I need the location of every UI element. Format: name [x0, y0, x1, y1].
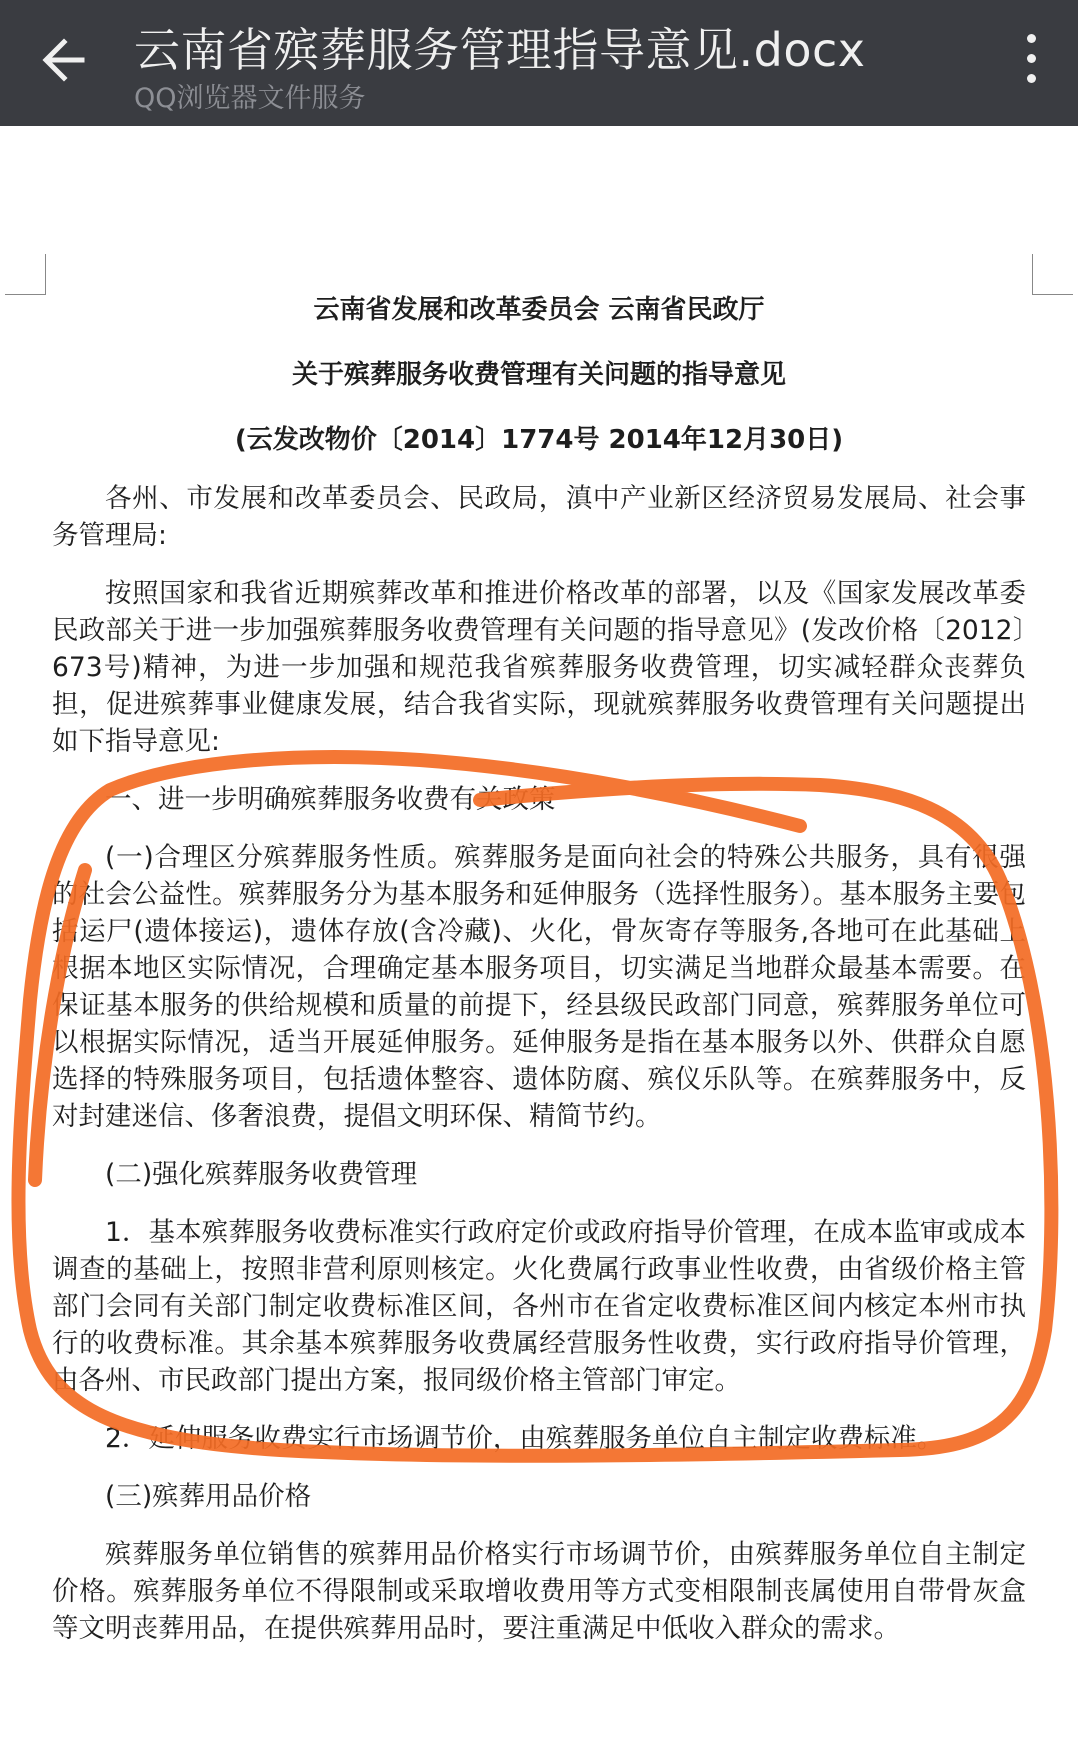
page-margin-mark-left [5, 254, 46, 295]
subsection-heading-2: (二)强化殡葬服务收费管理 [105, 1159, 418, 1190]
paragraph-extended-fee: 2．延伸服务收费实行市场调节价，由殡葬服务单位自主制定收费标准。 [105, 1423, 944, 1454]
paragraph-basic-fee: 1．基本殡葬服务收费标准实行政府定价或政府指导价管理，在成本监审或成本调查的基础上，按照非营利原则核定。火化费属行政事业性收费，由省级价格主管部门会同有关部门制定收费标准区间，各州市在省定收费标准区间内核定本州市执行的收费标准。其余基本殡葬服务收费属经营服务性收费，实行政府指导价管理，由各州、市民政部门提出方案，报同级价格主管部门审定。 [52, 1217, 1026, 1396]
document-body [52, 292, 1026, 1647]
subsection-heading-3: (三)殡葬用品价格 [105, 1481, 312, 1512]
paragraph-supplies-price: 殡葬服务单位销售的殡葬用品价格实行市场调节价，由殡葬服务单位自主制定价格。殡葬服务单位不得限制或采取增收费用等方式变相限制丧属使用自带骨灰盒等文明丧葬用品，在提供殡葬用品时，要注重满足中低收入群众的需求。 [52, 1539, 1026, 1644]
more-options-button[interactable] [1016, 30, 1046, 94]
document-heading-number: (云发改物价〔2014〕1774号 2014年12月30日) [234, 425, 844, 455]
document-heading-title: 关于殡葬服务收费管理有关问题的指导意见 [291, 360, 786, 390]
paragraph-service-nature: (一)合理区分殡葬服务性质。殡葬服务是面向社会的特殊公共服务，具有很强的社会公益性。殡葬服务分为基本服务和延伸服务（选择性服务）。基本服务主要包括运尸(遗体接运)，遗体存放(含冷藏)、火化，骨灰寄存等服务,各地可在此基础上根据本地区实际情况，合理确定基本服务项目，切实满足当地群众最基本需要。在保证基本服务的供给规模和质量的前提下，经县级民政部门同意，殡葬服务单位可以根据实际情况，适当开展延伸服务。延伸服务是指在基本服务以外、供群众自愿选择的特殊服务项目，包括遗体整容、遗体防腐、殡仪乐队等。在殡葬服务中，反对封建迷信、侈奢浪费，提倡文明环保、精简节约。 [52, 842, 1026, 1132]
document-page[interactable] [0, 126, 1078, 1764]
document-heading-issuer: 云南省发展和改革委员会 云南省民政厅 [313, 295, 765, 325]
document-title: 云南省殡葬服务管理指导意见.docx [134, 23, 866, 77]
section-heading-1: 一、进一步明确殡葬服务收费有关政策 [105, 784, 556, 815]
arrow-left-icon [34, 28, 98, 92]
app-header [0, 0, 1078, 126]
back-button[interactable] [34, 28, 98, 92]
page-margin-mark-right [1032, 254, 1073, 295]
paragraph-addressee: 各州、市发展和改革委员会、民政局，滇中产业新区经济贸易发展局、社会事务管理局: [52, 483, 1026, 551]
app-subtitle: QQ浏览器文件服务 [134, 83, 366, 114]
paragraph-intro: 按照国家和我省近期殡葬改革和推进价格改革的部署，以及《国家发展改革委 民政部关于进一步加强殡葬服务收费管理有关问题的指导意见》(发改价格〔2012〕673号)精神，为进一步加强和规范我省殡葬服务收费管理，切实减轻群众丧葬负担，促进殡葬事业健康发展，结合我省实际，现就殡葬服务收费管理有关问题提出如下指导意见: [52, 578, 1026, 757]
more-vertical-icon [1016, 34, 1046, 83]
